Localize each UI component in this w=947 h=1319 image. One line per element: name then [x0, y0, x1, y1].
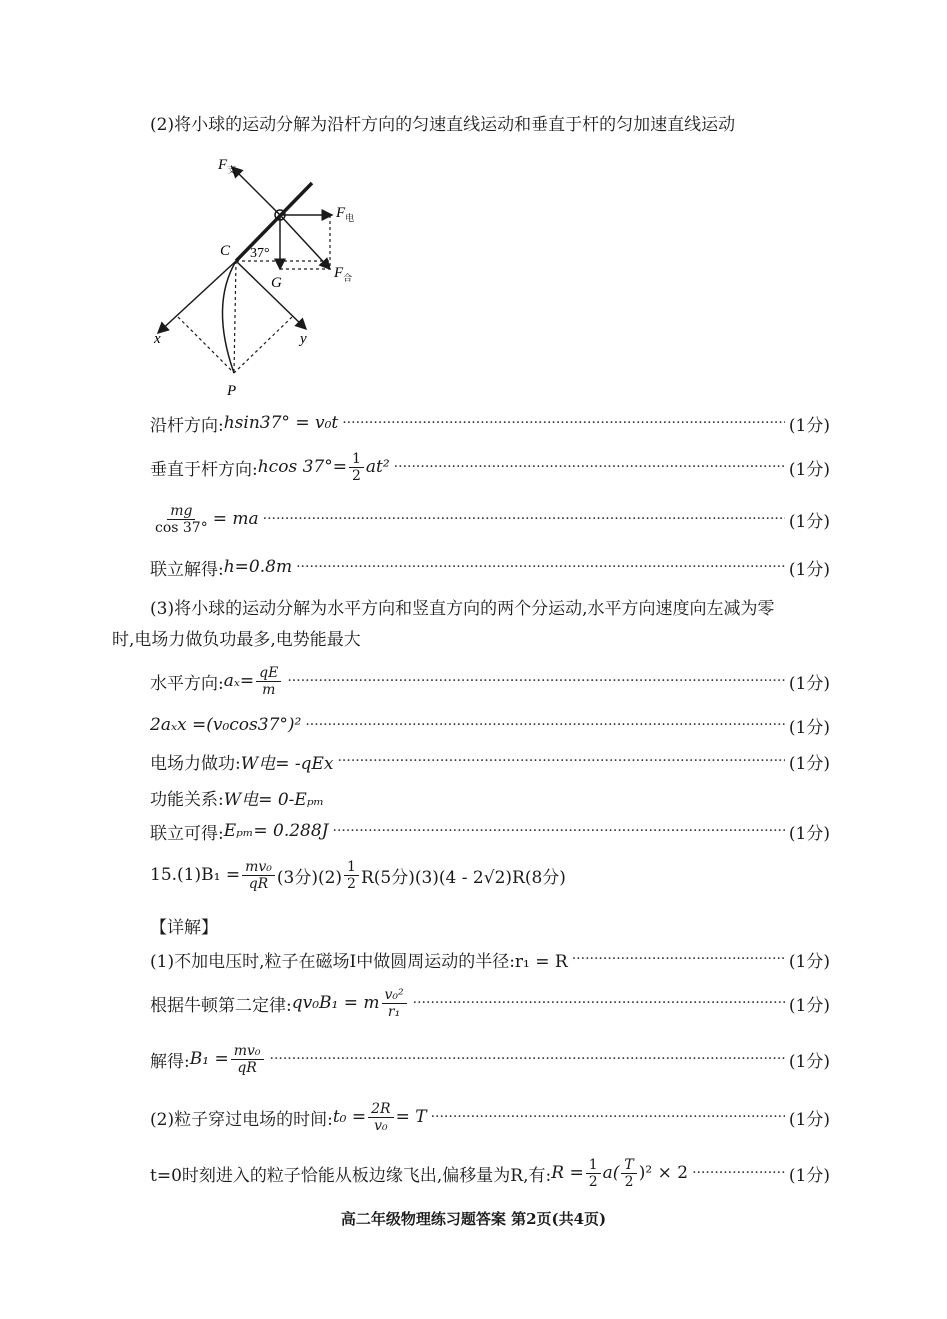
eq-line-work: 电场力做功: W电= -qEx ····· (1分) [150, 746, 830, 776]
label-angle: 37° [250, 246, 270, 261]
label-f-net: $F_合$ [334, 265, 353, 283]
eq-line-radius: (1)不加电压时,粒子在磁场Ⅰ中做圆周运动的半径:r₁ = R ····· (1分) [150, 944, 830, 974]
eq-line-offset: t=0时刻进入的粒子恰能从板边缘飞出,偏移量为R,有: R = $\frac{1}{2}$ a( $\frac{T}{2}$ )² × 2 ····· (1分) [150, 1158, 830, 1188]
eq-line-solve-epm: 联立可得: Eₚₘ= 0.288J ····· (1分) [150, 816, 830, 846]
rod [236, 183, 312, 261]
label-c: C [220, 243, 231, 259]
label-f-electric: $F_电$ [336, 205, 355, 223]
page-footer: 高二年级物理练习题答案 第2页(共4页) [340, 1210, 607, 1228]
eq-line-solve-h: 联立解得: h=0.8m ····· (1分) [150, 552, 830, 582]
eq-line-kinematics: 2aₓx =(v₀cos37°)² ····· (1分) [150, 710, 830, 740]
label-f-support: $F_支$ [218, 157, 237, 175]
part3-line2: 时,电场力做负功最多,电势能最大 [112, 630, 361, 650]
eq-line-horizontal-accel: 水平方向: aₓ= $\frac{qE}{m}$ ····· (1分) [150, 666, 830, 696]
label-x: x [154, 331, 161, 347]
part2-intro: (2)将小球的运动分解为沿杆方向的匀速直线运动和垂直于杆的匀加速直线运动 [150, 115, 736, 135]
label-y: y [300, 331, 307, 347]
y-axis [236, 261, 306, 329]
trajectory-curve [222, 261, 236, 373]
eq-line-newton: $\frac{mg}{\cos 37^\circ}$ = ma ····· (1分) [150, 504, 830, 534]
eq-line-energy: 功能关系: W电= 0-Eₚₘ [150, 789, 325, 810]
label-g: G [271, 275, 282, 291]
q15-answer: 15.(1)B₁ = $\frac{\text{mv₀}}{qR}$ (3分)(2) $\frac{1}{2}$ R(5分)(3)(4 - 2√2)R(8分) [150, 858, 566, 892]
f-support-arrow [232, 167, 280, 215]
label-p: P [227, 383, 237, 399]
eq-line-solve-b1: 解得: B₁ = $\frac{\text{mv₀}}{qR}$ ····· (1分) [150, 1044, 830, 1074]
eq-line-perpendicular: 垂直于杆方向: hcos 37°= $\frac{1}{2}$ at² ····· (1分) [150, 452, 830, 482]
part3-line1: (3)将小球的运动分解为水平方向和竖直方向的两个分运动,水平方向速度向左减为零 [150, 599, 775, 619]
detail-heading: 【详解】 [150, 917, 218, 938]
eq-line-newton2: 根据牛顿第二定律: qv₀B₁ = m $\frac{\text{v₀²}}{\text{r₁}}$ ····· (1分) [150, 988, 830, 1018]
eq-line-time: (2)粒子穿过电场的时间: t₀ = $\frac{2R}{\text{v₀}}$ = T ····· (1分) [150, 1102, 830, 1132]
force-diagram [140, 145, 380, 405]
eq-line-along-rod: 沿杆方向: hsin37° = v₀t ····· (1分) [150, 408, 830, 438]
